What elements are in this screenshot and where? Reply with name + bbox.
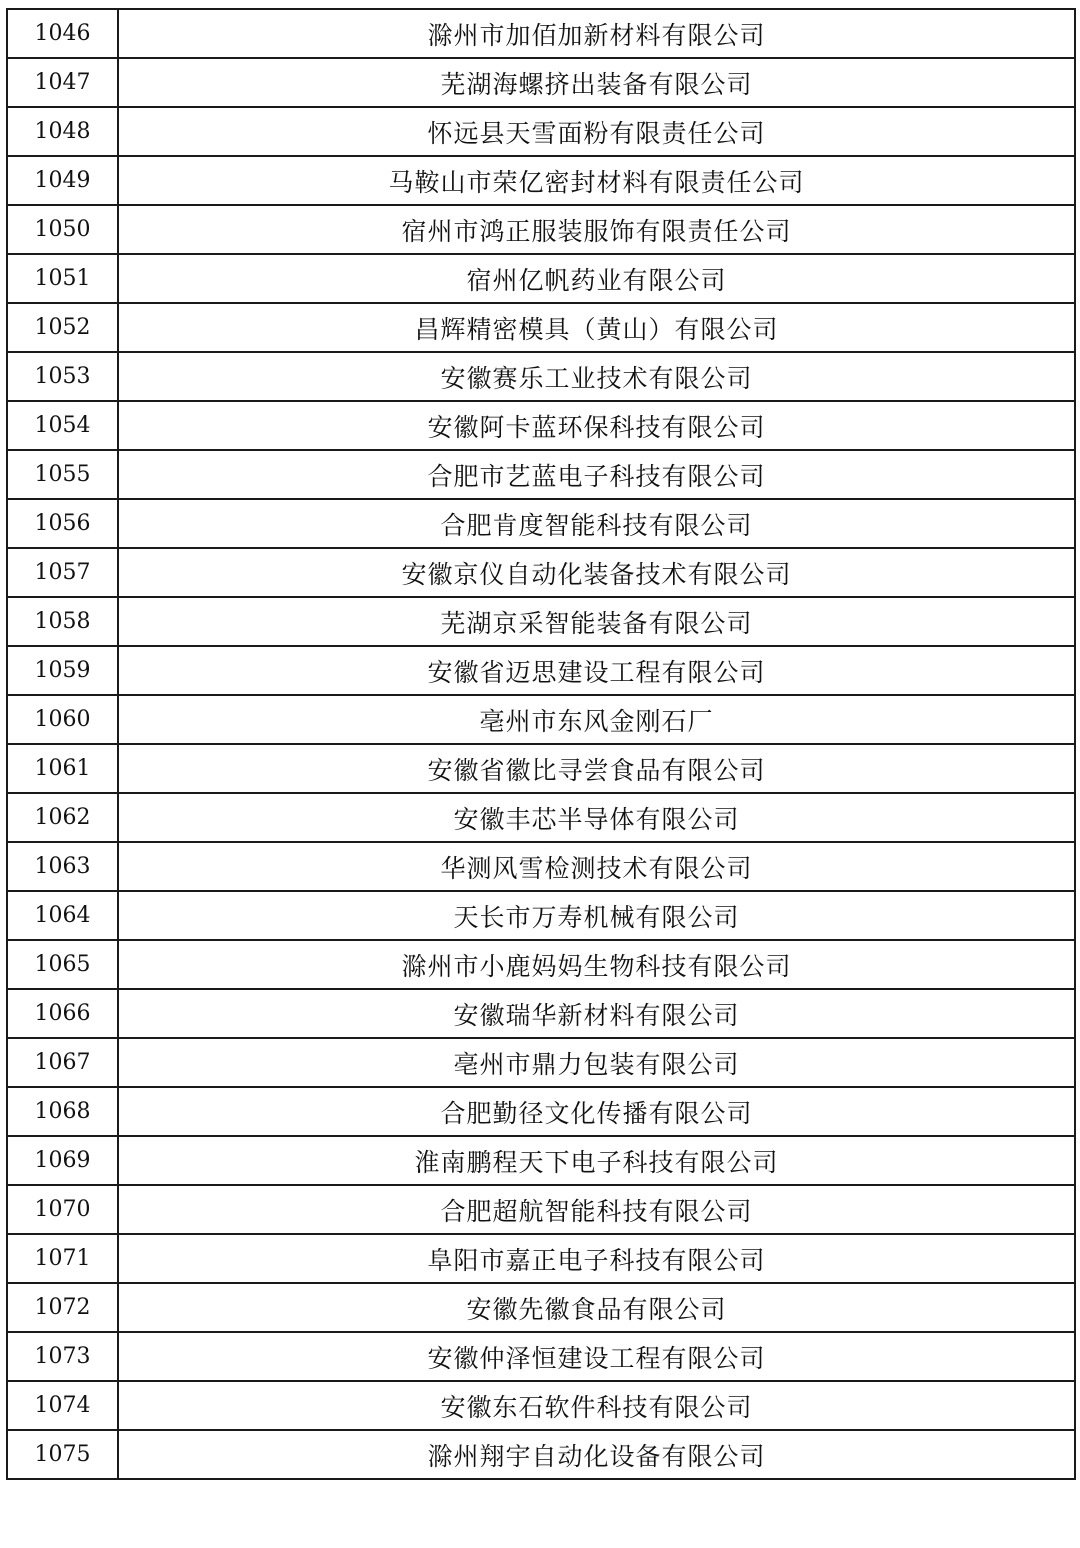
table-row (7, 401, 1075, 450)
company-name: 合肥超航智能科技有限公司 (118, 1185, 1075, 1234)
table-row (7, 107, 1075, 156)
table-row (7, 1381, 1075, 1430)
company-name: 安徽阿卡蓝环保科技有限公司 (118, 401, 1075, 450)
table-row (7, 1038, 1075, 1087)
row-number: 1070 (7, 1185, 118, 1234)
table-row (7, 695, 1075, 744)
table-row (7, 1136, 1075, 1185)
row-number: 1066 (7, 989, 118, 1038)
company-name: 宿州亿帆药业有限公司 (118, 254, 1075, 303)
row-number: 1048 (7, 107, 118, 156)
table-row (7, 303, 1075, 352)
table-row (7, 254, 1075, 303)
row-number: 1054 (7, 401, 118, 450)
row-number: 1075 (7, 1430, 118, 1479)
company-name: 安徽省迈思建设工程有限公司 (118, 646, 1075, 695)
row-number: 1059 (7, 646, 118, 695)
row-number: 1061 (7, 744, 118, 793)
row-number: 1047 (7, 58, 118, 107)
company-list-table-container (6, 8, 1074, 1480)
table-row (7, 940, 1075, 989)
table-row (7, 793, 1075, 842)
table-row (7, 1087, 1075, 1136)
row-number: 1064 (7, 891, 118, 940)
company-name: 亳州市鼎力包装有限公司 (118, 1038, 1075, 1087)
table-row (7, 1234, 1075, 1283)
table-body (7, 9, 1075, 1479)
table-row (7, 1283, 1075, 1332)
table-row (7, 1332, 1075, 1381)
row-number: 1062 (7, 793, 118, 842)
table-row (7, 548, 1075, 597)
company-name: 滁州市加佰加新材料有限公司 (118, 9, 1075, 58)
company-name: 淮南鹏程天下电子科技有限公司 (118, 1136, 1075, 1185)
company-name: 芜湖京采智能装备有限公司 (118, 597, 1075, 646)
company-name: 亳州市东风金刚石厂 (118, 695, 1075, 744)
table-row (7, 450, 1075, 499)
table-row (7, 646, 1075, 695)
row-number: 1052 (7, 303, 118, 352)
row-number: 1074 (7, 1381, 118, 1430)
row-number: 1065 (7, 940, 118, 989)
row-number: 1056 (7, 499, 118, 548)
table-row (7, 9, 1075, 58)
company-name: 宿州市鸿正服装服饰有限责任公司 (118, 205, 1075, 254)
row-number: 1069 (7, 1136, 118, 1185)
company-name: 滁州市小鹿妈妈生物科技有限公司 (118, 940, 1075, 989)
company-list-table (6, 8, 1076, 1480)
company-name: 安徽仲泽恒建设工程有限公司 (118, 1332, 1075, 1381)
row-number: 1053 (7, 352, 118, 401)
company-name: 阜阳市嘉正电子科技有限公司 (118, 1234, 1075, 1283)
row-number: 1049 (7, 156, 118, 205)
company-name: 安徽瑞华新材料有限公司 (118, 989, 1075, 1038)
row-number: 1068 (7, 1087, 118, 1136)
row-number: 1046 (7, 9, 118, 58)
row-number: 1051 (7, 254, 118, 303)
row-number: 1063 (7, 842, 118, 891)
company-name: 滁州翔宇自动化设备有限公司 (118, 1430, 1075, 1479)
company-name: 安徽丰芯半导体有限公司 (118, 793, 1075, 842)
row-number: 1073 (7, 1332, 118, 1381)
company-name: 安徽东石软件科技有限公司 (118, 1381, 1075, 1430)
company-name: 合肥市艺蓝电子科技有限公司 (118, 450, 1075, 499)
company-name: 天长市万寿机械有限公司 (118, 891, 1075, 940)
company-name: 芜湖海螺挤出装备有限公司 (118, 58, 1075, 107)
table-row (7, 597, 1075, 646)
company-name: 马鞍山市荣亿密封材料有限责任公司 (118, 156, 1075, 205)
table-row (7, 156, 1075, 205)
company-name: 合肥肯度智能科技有限公司 (118, 499, 1075, 548)
company-name: 安徽省徽比寻尝食品有限公司 (118, 744, 1075, 793)
table-row (7, 58, 1075, 107)
row-number: 1050 (7, 205, 118, 254)
company-name: 合肥勤径文化传播有限公司 (118, 1087, 1075, 1136)
company-name: 安徽赛乐工业技术有限公司 (118, 352, 1075, 401)
table-row (7, 989, 1075, 1038)
row-number: 1057 (7, 548, 118, 597)
table-row (7, 1185, 1075, 1234)
table-row (7, 1430, 1075, 1479)
row-number: 1058 (7, 597, 118, 646)
table-row (7, 891, 1075, 940)
row-number: 1055 (7, 450, 118, 499)
row-number: 1067 (7, 1038, 118, 1087)
row-number: 1072 (7, 1283, 118, 1332)
company-name: 安徽京仪自动化装备技术有限公司 (118, 548, 1075, 597)
table-row (7, 205, 1075, 254)
table-row (7, 499, 1075, 548)
company-name: 安徽先徽食品有限公司 (118, 1283, 1075, 1332)
table-row (7, 744, 1075, 793)
company-name: 怀远县天雪面粉有限责任公司 (118, 107, 1075, 156)
row-number: 1060 (7, 695, 118, 744)
table-row (7, 352, 1075, 401)
table-row (7, 842, 1075, 891)
company-name: 昌辉精密模具（黄山）有限公司 (118, 303, 1075, 352)
row-number: 1071 (7, 1234, 118, 1283)
company-name: 华测风雪检测技术有限公司 (118, 842, 1075, 891)
